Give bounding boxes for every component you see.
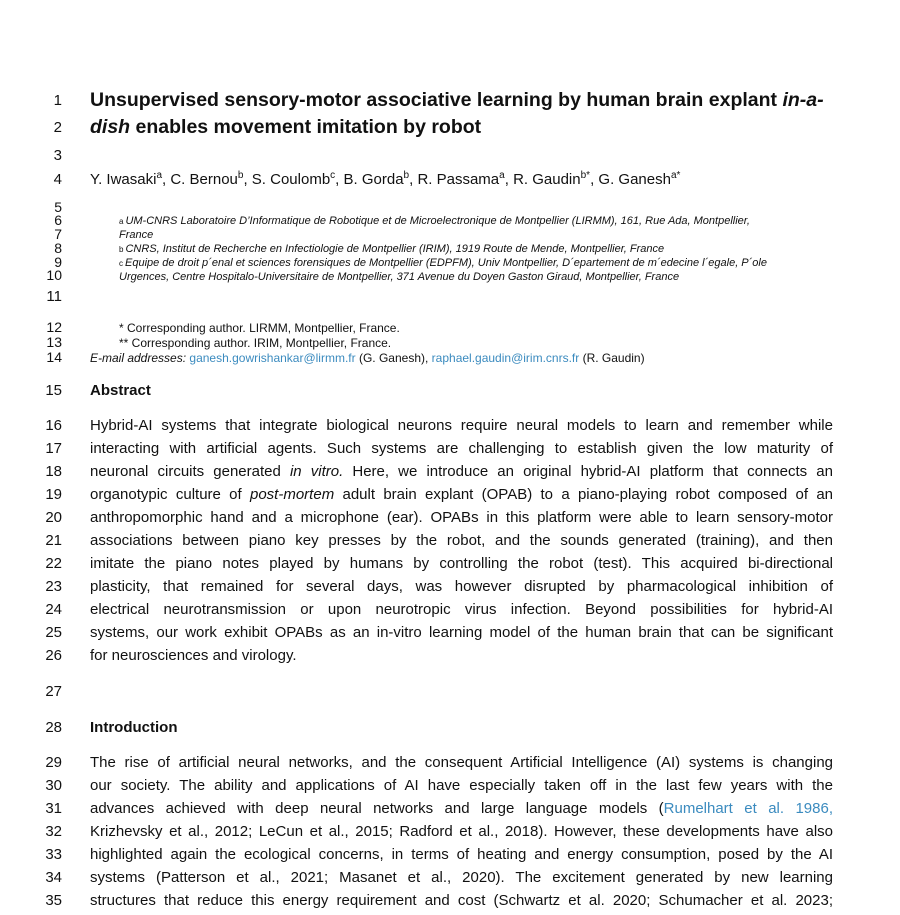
line-number: 30 bbox=[45, 777, 62, 794]
line-number: 6 bbox=[54, 212, 62, 228]
line-number: 24 bbox=[45, 601, 62, 618]
abstract-line: plasticity, that remained for several days, was however disrupted by pharmacological inhibition of bbox=[90, 578, 833, 595]
email-link-ganesh[interactable]: ganesh.gowrishankar@lirmm.fr bbox=[189, 351, 356, 365]
intro-line: The rise of artificial neural networks, and the consequent Artificial Intelligence (AI) systems is changing bbox=[90, 754, 833, 771]
line-number: 4 bbox=[53, 171, 62, 188]
line-number: 29 bbox=[45, 754, 62, 771]
line-number: 12 bbox=[46, 319, 62, 335]
abstract-line: neuronal circuits generated in vitro. Here, we introduce an original hybrid-AI platform that connects an bbox=[90, 463, 833, 480]
line-number: 31 bbox=[45, 800, 62, 817]
abstract-line: imitate the piano notes played by humans by controlling the robot (test). This acquired bi-directional bbox=[90, 555, 833, 572]
line-number: 14 bbox=[46, 349, 62, 365]
abstract-line: associations between piano key presses by the robot, and the sounds generated (training), and then bbox=[90, 532, 833, 549]
line-number: 34 bbox=[45, 869, 62, 886]
line-number: 7 bbox=[54, 226, 62, 242]
line-number: 21 bbox=[45, 532, 62, 549]
line-number: 1 bbox=[53, 92, 62, 109]
author-list: Y. Iwasaki$^a$, C. Bernou$^b$, S. Coulomb$^c$, B. Gorda$^b$, R. Passama$^a$, R. Gaudin$^{b*}$, G. Ganesh$^{a*}$ bbox=[90, 170, 681, 188]
intro-line: highlighted again the ecological concerns, in terms of heating and energy consumption, posed by the AI bbox=[90, 846, 833, 863]
author: R. Gaudin$^{b*}$ bbox=[513, 170, 591, 188]
affiliation-b: b CNRS, Institut de Recherche en Infectiologie de Montpellier (IRIM), 1919 Route de Mende, Montpellier, France bbox=[119, 243, 665, 255]
introduction-heading: Introduction bbox=[90, 719, 178, 736]
intro-line: structures that reduce this energy requirement and cost (Schwartz et al. 2020; Schumacher et al. 2023; bbox=[90, 892, 833, 909]
abstract-line: systems, our work exhibit OPABs as an in-vitro learning model of the human brain that can be significant bbox=[90, 624, 833, 641]
author: Y. Iwasaki$^a$ bbox=[90, 170, 162, 188]
line-number: 11 bbox=[46, 288, 62, 305]
line-number: 25 bbox=[45, 624, 62, 641]
line-number: 2 bbox=[53, 119, 62, 136]
citation-link[interactable]: Rumelhart et al. 1986, bbox=[663, 800, 833, 817]
line-number: 20 bbox=[45, 509, 62, 526]
line-number: 33 bbox=[45, 846, 62, 863]
line-number: 5 bbox=[54, 199, 62, 215]
line-number: 10 bbox=[46, 267, 62, 283]
line-number: 19 bbox=[45, 486, 62, 503]
line-number: 8 bbox=[54, 240, 62, 256]
abstract-line: anthropomorphic hand and a microphone (ear). OPABs in this platform were able to learn sensory-motor bbox=[90, 509, 833, 526]
corresponding-author-1: * Corresponding author. LIRMM, Montpellier, France. bbox=[119, 321, 400, 335]
author: S. Coulomb$^c$ bbox=[251, 170, 336, 188]
intro-line: advances achieved with deep neural networks and large language models (Rumelhart et al. 1986, bbox=[90, 800, 833, 817]
email-link-gaudin[interactable]: raphael.gaudin@irim.cnrs.fr bbox=[431, 351, 580, 365]
intro-line: systems (Patterson et al., 2021; Masanet et al., 2020). The excitement generated by new learning bbox=[90, 869, 833, 886]
line-number: 32 bbox=[45, 823, 62, 840]
abstract-line: electrical neurotransmission or upon neurotropic virus infection. Beyond possibilities for hybrid-AI bbox=[90, 601, 833, 618]
abstract-line: interacting with artificial agents. Such systems are challenging to establish given the low maturity of bbox=[90, 440, 833, 457]
affiliation-a-cont: France bbox=[119, 229, 154, 241]
line-number: 27 bbox=[45, 683, 62, 700]
line-number: 3 bbox=[53, 147, 62, 164]
line-number: 18 bbox=[45, 463, 62, 480]
line-number: 9 bbox=[54, 254, 62, 270]
author: B. Gorda$^b$ bbox=[343, 170, 410, 188]
abstract-heading: Abstract bbox=[90, 382, 151, 399]
line-number: 22 bbox=[45, 555, 62, 572]
intro-line: Krizhevsky et al., 2012; LeCun et al., 2015; Radford et al., 2018). However, these developments have also bbox=[90, 823, 833, 840]
line-number: 16 bbox=[45, 417, 62, 434]
author: R. Passama$^a$ bbox=[417, 170, 505, 188]
affiliation-a: a UM-CNRS Laboratoire D’Informatique de Robotique et de Microelectronique de Montpellier (LIRMM), 161, Rue Ada, Montpellier, bbox=[119, 215, 750, 227]
paper-title-line-1: Unsupervised sensory-motor associative learning by human brain explant in-a- bbox=[90, 89, 824, 111]
affiliation-c: c Equipe de droit p´enal et sciences forensiques de Montpellier (EDPFM), Univ Montpellier, D´epartement de m´edecine l´egale, P´ole bbox=[119, 257, 767, 269]
line-number: 28 bbox=[45, 719, 62, 736]
email-line: E-mail addresses: ganesh.gowrishankar@lirmm.fr (G. Ganesh), raphael.gaudin@irim.cnrs.fr (R. Gaudin) bbox=[90, 351, 645, 365]
author: G. Ganesh$^{a*}$ bbox=[598, 170, 681, 188]
line-number: 23 bbox=[45, 578, 62, 595]
line-number: 35 bbox=[45, 892, 62, 909]
line-number: 15 bbox=[45, 382, 62, 399]
corresponding-author-2: ** Corresponding author. IRIM, Montpellier, France. bbox=[119, 336, 392, 350]
line-number: 13 bbox=[46, 334, 62, 350]
abstract-line: for neurosciences and virology. bbox=[90, 647, 297, 664]
line-number: 26 bbox=[45, 647, 62, 664]
author: C. Bernou$^b$ bbox=[170, 170, 244, 188]
abstract-line: organotypic culture of post-mortem adult brain explant (OPAB) to a piano-playing robot composed of an bbox=[90, 486, 833, 503]
paper-title-line-2: dish enables movement imitation by robot bbox=[90, 116, 482, 138]
intro-line: our society. The ability and applications of AI have especially taken off in the last few years with the bbox=[90, 777, 833, 794]
affiliation-c-cont: Urgences, Centre Hospitalo-Universitaire de Montpellier, 371 Avenue du Doyen Gaston Giraud, Montpellier, France bbox=[119, 271, 680, 283]
abstract-line: Hybrid-AI systems that integrate biological neurons require neural models to learn and remember while bbox=[90, 417, 833, 434]
line-number: 17 bbox=[45, 440, 62, 457]
